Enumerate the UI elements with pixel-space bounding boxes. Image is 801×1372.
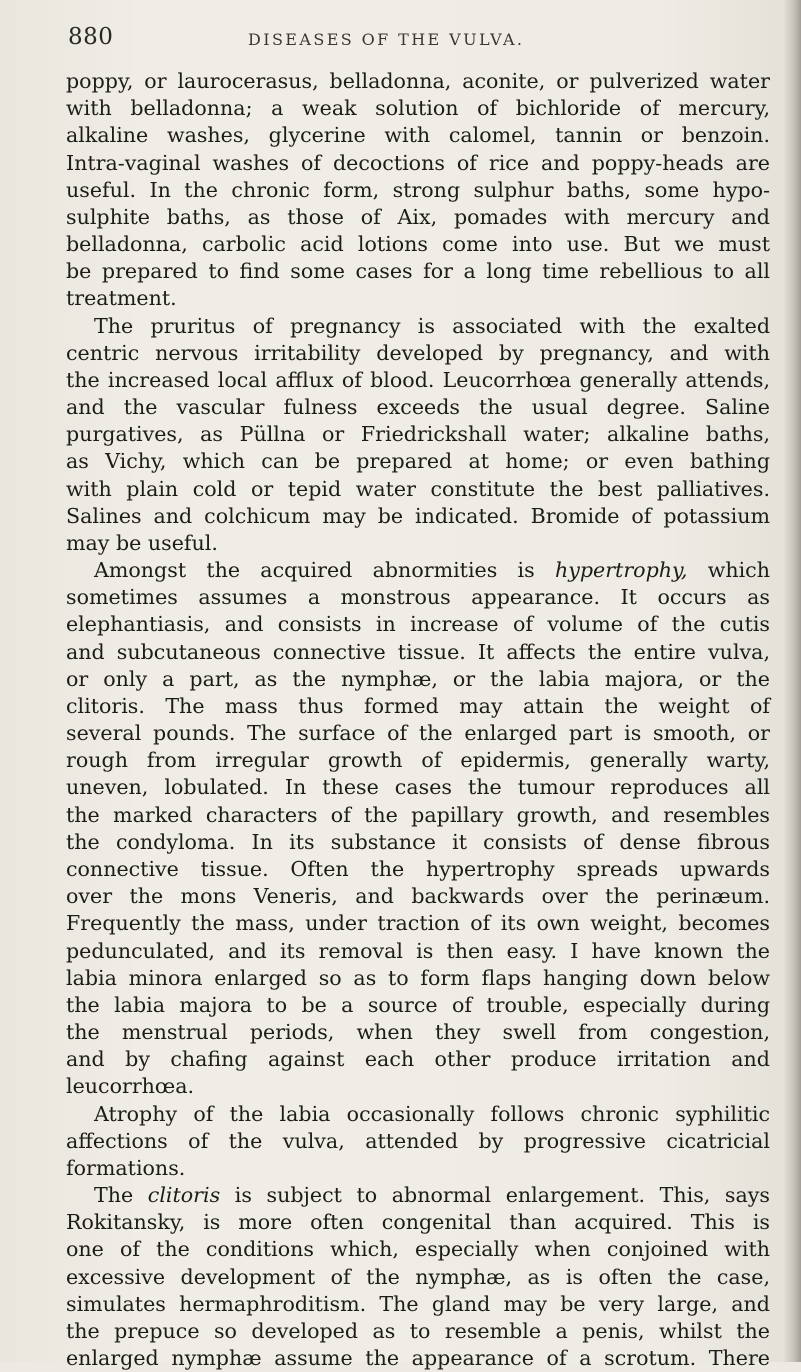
text-segment: is subject to abnormal enlargement. This, says (220, 1183, 770, 1208)
page-number: 880 (68, 24, 114, 50)
paragraph-end-line: leucorrhœa. (66, 1074, 195, 1099)
text-line: sometimes assumes a monstrous appearance. It occurs as (66, 585, 770, 610)
text-line: Intra-vaginal washes of decoctions of rice and poppy-heads are (66, 150, 770, 175)
page-gutter-shadow (783, 0, 801, 1362)
text-line: with plain cold or tepid water constitute the best palliatives. (66, 476, 770, 501)
text-line: with belladonna; a weak solution of bichloride of mercury, (66, 96, 770, 121)
text-line: enlarged nymphæ assume the appearance of a scrotum. There (66, 1346, 770, 1371)
text-line: Frequently the mass, under traction of its own weight, becomes (66, 911, 770, 936)
text-line: and the vascular fulness exceeds the usual degree. Saline (66, 395, 770, 420)
text-line: and by chafing against each other produce irritation and (66, 1047, 770, 1072)
text-line: the prepuce so developed as to resemble a penis, whilst the (66, 1318, 770, 1343)
text-line: as Vichy, which can be prepared at home; or even bathing (66, 449, 770, 474)
text-line: centric nervous irritability developed by pregnancy, and with (66, 340, 770, 365)
text-line: over the mons Veneris, and backwards over the perinæum. (66, 884, 770, 909)
text-line: one of the conditions which, especially when conjoined with (66, 1237, 770, 1262)
text-line: the marked characters of the papillary growth, and resembles (66, 802, 770, 827)
text-line: several pounds. The surface of the enlarged part is smooth, or (66, 721, 770, 746)
text-line: Rokitansky, is more often congenital than acquired. This is (66, 1210, 770, 1235)
text-line: labia minora enlarged so as to form flaps hanging down below (66, 965, 770, 990)
text-segment: which (687, 558, 770, 583)
paragraph-start-line: The pruritus of pregnancy is associated with the exalted (94, 313, 770, 338)
text-line: connective tissue. Often the hypertrophy spreads upwards (66, 856, 770, 881)
page-header (68, 24, 768, 54)
running-title: DISEASES OF THE VULVA. (248, 30, 525, 49)
text-line: simulates hermaphroditism. The gland may be very large, and (66, 1291, 770, 1316)
body-text (66, 68, 770, 1372)
paragraph-end-line: may be useful. (66, 530, 218, 555)
text-line: or only a part, as the nymphæ, or the labia majora, or the (66, 666, 770, 691)
text-line: and subcutaneous connective tissue. It affects the entire vulva, (66, 639, 770, 664)
text-line: elephantiasis, and consists in increase of volume of the cutis (66, 612, 770, 637)
text-line: clitoris. The mass thus formed may attain the weight of (66, 693, 770, 718)
text-line: belladonna, carbolic acid lotions come into use. But we must (66, 232, 770, 257)
text-line: uneven, lobulated. In these cases the tumour reproduces all (66, 775, 770, 800)
text-line: the labia majora to be a source of trouble, especially during (66, 992, 770, 1017)
text-line: affections of the vulva, attended by progressive cicatricial (66, 1128, 770, 1153)
paragraph-start-line (66, 557, 770, 584)
text-line: excessive development of the nymphæ, as is often the case, (66, 1264, 770, 1289)
text-line: rough from irregular growth of epidermis, generally warty, (66, 748, 770, 773)
text-line: useful. In the chronic form, strong sulphur baths, some hypo- (66, 177, 770, 202)
text-line: the condyloma. In its substance it consists of dense fibrous (66, 829, 770, 854)
paragraph-start-line: Atrophy of the labia occasionally follows chronic syphilitic (94, 1101, 770, 1126)
text-line: sulphite baths, as those of Aix, pomades with mercury and (66, 204, 770, 229)
italic-term: clitoris (147, 1183, 221, 1208)
paragraph-end-line: treatment. (66, 286, 177, 311)
italic-term: hypertrophy, (554, 558, 688, 583)
text-line: purgatives, as Püllna or Friedrickshall water; alkaline baths, (66, 422, 770, 447)
text-line: alkaline washes, glycerine with calomel, tannin or benzoin. (66, 123, 770, 148)
paragraph-end-line: formations. (66, 1155, 186, 1180)
paragraph-start-line (66, 1182, 770, 1209)
text-segment: Amongst the acquired abnormities is (94, 558, 555, 583)
text-line: be prepared to find some cases for a long time rebellious to all (66, 259, 770, 284)
text-segment: The (94, 1183, 148, 1208)
text-line: Salines and colchicum may be indicated. Bromide of potassium (66, 503, 770, 528)
text-line: the menstrual periods, when they swell from congestion, (66, 1020, 770, 1045)
text-line: the increased local afflux of blood. Leucorrhœa generally attends, (66, 367, 770, 392)
text-line: poppy, or laurocerasus, belladonna, aconite, or pulverized water (66, 69, 770, 93)
text-line: pedunculated, and its removal is then easy. I have known the (66, 938, 770, 963)
